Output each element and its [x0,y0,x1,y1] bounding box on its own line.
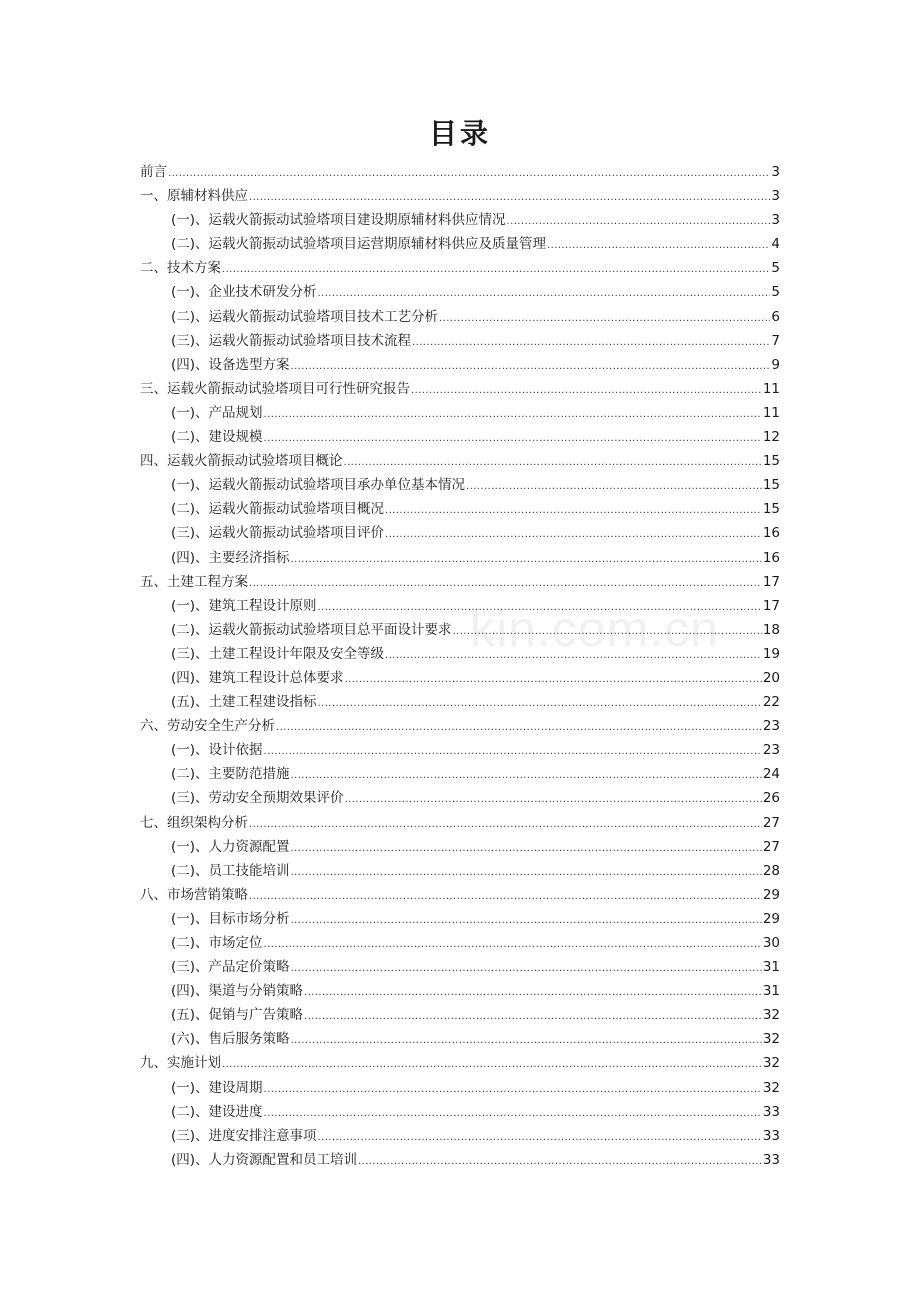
toc-subsection-entry[interactable] [140,907,780,931]
toc-entry-label: 三、运载火箭振动试验塔项目可行性研究报告 [140,380,410,397]
toc-entry-label: (五)、土建工程建设指标 [171,694,317,711]
toc-entry-label: (二)、运载火箭振动试验塔项目总平面设计要求 [171,621,452,638]
toc-section-entry[interactable] [140,570,780,594]
toc-dot-leader [358,1148,762,1172]
toc-subsection-entry[interactable] [140,1100,780,1124]
toc-subsection-entry[interactable] [140,594,780,618]
toc-subsection-entry[interactable] [140,859,780,883]
toc-entry-label: (四)、设备选型方案 [171,356,290,373]
toc-dot-leader [264,1100,762,1124]
toc-subsection-entry[interactable] [140,305,780,329]
toc-page-number: 12 [762,429,780,446]
toc-page-number: 6 [771,308,780,325]
toc-subsection-entry[interactable] [140,979,780,1003]
toc-page-number: 30 [762,935,780,951]
toc-page-number: 32 [762,1031,780,1048]
toc-subsection-entry[interactable] [140,425,780,449]
toc-entry-label: (六)、售后服务策略 [171,1031,290,1048]
toc-dot-leader [291,955,762,979]
toc-subsection-entry[interactable] [140,762,780,786]
toc-dot-leader [291,835,762,859]
toc-section-entry[interactable] [140,184,780,208]
toc-subsection-entry[interactable] [140,690,780,714]
toc-subsection-entry[interactable] [140,280,780,304]
toc-dot-leader [291,762,762,786]
toc-dot-leader [249,184,770,208]
toc-subsection-entry[interactable] [140,473,780,497]
toc-dot-leader [291,1027,762,1051]
toc-dot-leader [264,425,762,449]
toc-dot-leader [411,377,762,401]
toc-page-number: 32 [762,1055,780,1072]
toc-dot-leader [264,1076,762,1100]
toc-page-number: 31 [762,959,780,976]
toc-page-number: 15 [762,501,780,518]
toc-page-number: 16 [762,549,780,566]
toc-entry-label: 七、组织架构分析 [140,814,248,831]
toc-page-number: 3 [771,164,780,180]
toc-entry-label: (二)、运载火箭振动试验塔项目运营期原辅材料供应及质量管理 [171,236,547,253]
toc-entry-label: (二)、建设进度 [171,1103,263,1120]
toc-page-number: 32 [762,1007,780,1024]
toc-entry-label: (一)、建设周期 [171,1079,263,1096]
toc-entry-label: 九、实施计划 [140,1055,221,1072]
toc-page-number: 33 [762,1151,780,1168]
toc-section-entry[interactable] [140,256,780,280]
toc-entry-label: 前言 [140,164,167,180]
toc-dot-leader [264,401,762,425]
toc-dot-leader [385,497,762,521]
toc-subsection-entry[interactable] [140,546,780,570]
toc-page-number: 26 [762,790,780,807]
toc-dot-leader [249,883,762,907]
toc-dot-leader [304,1003,762,1027]
toc-dot-leader [304,979,762,1003]
toc-dot-leader [318,690,762,714]
toc-subsection-entry[interactable] [140,1003,780,1027]
toc-dot-leader [345,786,762,810]
toc-page-number: 3 [771,212,780,229]
toc-page-number: 29 [762,910,780,927]
toc-subsection-entry[interactable] [140,786,780,810]
toc-page-number: 28 [762,862,780,879]
toc-dot-leader [264,738,762,762]
toc-dot-leader [385,642,762,666]
toc-dot-leader [344,449,762,473]
toc-dot-leader [249,570,762,594]
toc-entry-label: 一、原辅材料供应 [140,188,248,205]
toc-dot-leader [264,931,762,955]
toc-entry-label: (一)、设计依据 [171,742,263,759]
toc-dot-leader [291,546,762,570]
toc-subsection-entry[interactable] [140,1124,780,1148]
toc-dot-leader [345,666,762,690]
table-of-contents [140,160,780,1172]
toc-dot-leader [276,714,762,738]
toc-dot-leader [439,305,770,329]
toc-entry-label: (二)、主要防范措施 [171,766,290,783]
toc-page-number: 3 [771,188,780,205]
toc-section-entry[interactable] [140,811,780,835]
toc-page-number: 33 [762,1127,780,1144]
toc-dot-leader [507,208,771,232]
toc-entry-label: (一)、产品规划 [171,404,263,421]
toc-subsection-entry[interactable] [140,931,780,955]
toc-entry-label: (一)、企业技术研发分析 [171,284,317,301]
toc-page-number: 5 [771,260,780,277]
toc-subsection-entry[interactable] [140,1027,780,1051]
toc-entry-label: (五)、促销与广告策略 [171,1007,304,1024]
toc-entry-label: (二)、市场定位 [171,935,263,951]
toc-page-number: 15 [762,453,780,470]
toc-page-number: 32 [762,1079,780,1096]
toc-entry-label: (四)、建筑工程设计总体要求 [171,669,344,686]
toc-entry-label: (四)、渠道与分销策略 [171,983,304,1000]
toc-subsection-entry[interactable] [140,401,780,425]
toc-entry-label: (四)、人力资源配置和员工培训 [171,1151,358,1168]
toc-page-number: 9 [771,356,780,373]
toc-page-number: 33 [762,1103,780,1120]
toc-page-number: 5 [771,284,780,301]
toc-section-entry[interactable] [140,714,780,738]
toc-page-number: 24 [762,766,780,783]
toc-section-entry[interactable] [140,1051,780,1075]
toc-dot-leader [168,160,770,184]
toc-dot-leader [318,280,771,304]
toc-dot-leader [291,353,771,377]
toc-dot-leader [412,329,770,353]
toc-page-number: 22 [762,694,780,711]
toc-entry-label: 八、市场营销策略 [140,886,248,903]
toc-entry-label: (三)、产品定价策略 [171,959,290,976]
toc-page-number: 31 [762,983,780,1000]
toc-dot-leader [466,473,762,497]
toc-page-number: 20 [762,669,780,686]
toc-section-entry[interactable] [140,377,780,401]
toc-entry-label: (一)、运载火箭振动试验塔项目建设期原辅材料供应情况 [171,212,506,229]
toc-entry-label: (一)、建筑工程设计原则 [171,597,317,614]
toc-dot-leader [249,811,762,835]
toc-page-number: 27 [762,814,780,831]
toc-subsection-entry[interactable] [140,1148,780,1172]
toc-entry-label: 二、技术方案 [140,260,221,277]
toc-subsection-entry[interactable] [140,353,780,377]
toc-subsection-entry[interactable] [140,738,780,762]
toc-entry-label: (四)、主要经济指标 [171,549,290,566]
toc-subsection-entry[interactable] [140,521,780,545]
toc-entry-label: (三)、进度安排注意事项 [171,1127,317,1144]
toc-entry-label: (三)、运载火箭振动试验塔项目评价 [171,525,385,542]
toc-page-number: 4 [771,236,780,253]
toc-dot-leader [318,594,762,618]
toc-subsection-entry[interactable] [140,232,780,256]
toc-entry-label: (三)、土建工程设计年限及安全等级 [171,645,385,662]
toc-dot-leader [318,1124,762,1148]
toc-dot-leader [547,232,770,256]
toc-page-number: 29 [762,886,780,903]
toc-dot-leader [222,256,770,280]
toc-page-number: 23 [762,742,780,759]
toc-page-number: 11 [762,380,780,397]
toc-page-number: 11 [762,404,780,421]
toc-dot-leader [222,1051,762,1075]
toc-dot-leader [385,521,762,545]
toc-entry-label: (二)、运载火箭振动试验塔项目技术工艺分析 [171,308,439,325]
watermark: kin.com.cn [470,601,719,657]
toc-dot-leader [291,859,762,883]
toc-page-number: 16 [762,525,780,542]
toc-entry-label: (二)、建设规模 [171,429,263,446]
toc-subsection-entry[interactable] [140,955,780,979]
toc-subsection-entry[interactable] [140,666,780,690]
toc-page-number: 27 [762,838,780,855]
toc-dot-leader [453,618,762,642]
toc-subsection-entry[interactable] [140,497,780,521]
toc-page-number: 7 [771,332,780,349]
toc-page-number: 18 [762,621,780,638]
toc-entry-label: 四、运载火箭振动试验塔项目概论 [140,453,343,470]
toc-section-entry[interactable] [140,160,780,184]
toc-entry-label: 六、劳动安全生产分析 [140,718,275,735]
toc-section-entry[interactable] [140,449,780,473]
toc-entry-label: (一)、运载火箭振动试验塔项目承办单位基本情况 [171,477,466,494]
toc-page-number: 23 [762,718,780,735]
toc-subsection-entry[interactable] [140,618,780,642]
toc-entry-label: 五、土建工程方案 [140,573,248,590]
toc-title: 目录 [428,117,491,150]
toc-dot-leader [291,907,762,931]
toc-page-number: 19 [762,645,780,662]
toc-subsection-entry[interactable] [140,835,780,859]
toc-subsection-entry[interactable] [140,642,780,666]
toc-entry-label: (三)、劳动安全预期效果评价 [171,790,344,807]
toc-entry-label: (二)、运载火箭振动试验塔项目概况 [171,501,385,518]
toc-entry-label: (一)、人力资源配置 [171,838,290,855]
toc-subsection-entry[interactable] [140,1076,780,1100]
toc-subsection-entry[interactable] [140,208,780,232]
toc-section-entry[interactable] [140,883,780,907]
toc-entry-label: (三)、运载火箭振动试验塔项目技术流程 [171,332,412,349]
toc-subsection-entry[interactable] [140,329,780,353]
toc-page-number: 17 [762,597,780,614]
toc-entry-label: (一)、目标市场分析 [171,910,290,927]
toc-page-number: 17 [762,573,780,590]
toc-entry-label: (二)、员工技能培训 [171,862,290,879]
toc-page-number: 15 [762,477,780,494]
